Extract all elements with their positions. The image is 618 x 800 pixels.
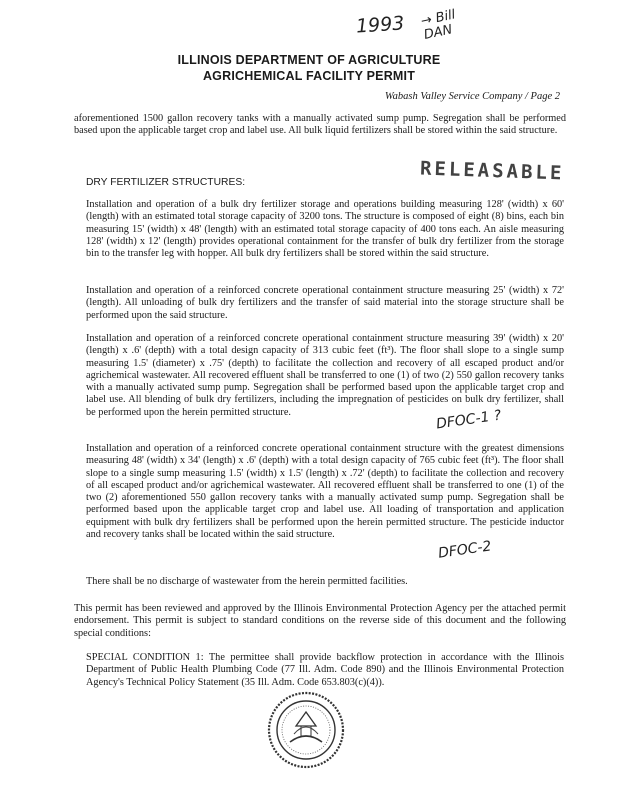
paragraph-no-discharge: There shall be no discharge of wastewater from the herein permitted facilities. bbox=[86, 576, 408, 587]
special-condition-label: SPECIAL CONDITION 1: bbox=[86, 652, 204, 663]
handwritten-year: 1993 bbox=[355, 12, 406, 38]
paragraph-blending-structure: Installation and operation of a reinforced concrete operational containment structure measuring 39' (width) x 20' (length) x .6' (depth) with a total design capacity of 313 cubic feet (ft³). The floor shall slope to a single sump measuring 1.5' (diameter) x .75' (depth) to facilitate the collection and recovery of all escaped product and/or agrichemical wastewater. All recovered effluent shall be transferred to one (1) of two (2) 550 gallon recovery tanks with a manually activated sump pump. Segregation shall be performed based upon the applicable target crop and label use. All blending of bulk dry fertilizers, including the impregnation of pesticides on bulk dry fertilizer, shall be performed upon the herein permitted structure. bbox=[86, 333, 564, 418]
intro-paragraph: aforementioned 1500 gallon recovery tanks with a manually activated sump pump. Segregation shall be performed based upon the applicable target crop and label use. All bulk liquid fertilizers shall be stored within the said structure. bbox=[74, 113, 566, 137]
paragraph-storage-building: Installation and operation of a bulk dry fertilizer storage and operations building measuring 128' (width) x 60' (length) with an estimated total storage capacity of 3200 tons. The structure is composed of eight (8) bins, each bin measuring 15' (width) x 48' (length) with an estimated total storage capacity of 400 tons each. An aisle measuring 128' (width) x 12' (length) provides operational containment for the transfer of bulk dry fertilizer from the storage bin to the transfer leg with hopper. All bulk dry fertilizers shall be stored within the said structure. bbox=[86, 199, 564, 260]
paragraph-loading-structure: Installation and operation of a reinforced concrete operational containment structure with the greatest dimensions measuring 48' (width) x 34' (length) x .6' (depth) with a total design capacity of 765 cubic feet (ft³). The floor shall slope to a single sump measuring 1.5' (width) x 1.5' (length) x .72' (depth) to facilitate the collection and recovery of all escaped product and/or agrichemical wastewater. All recovered effluent shall be transferred to one (1) of the two (2) aforementioned 550 gallon recovery tanks with a manually activated sump pump. Segregation shall be performed based upon the applicable target crop and label use. All loading of transportation and application equipment with bulk dry fertilizers shall be performed upon the herein permitted structure. The pesticide inductor and recovery tanks shall be located within the said structure. bbox=[86, 443, 564, 541]
permit-title: AGRICHEMICAL FACILITY PERMIT bbox=[202, 69, 416, 83]
paragraph-unloading-structure: Installation and operation of a reinforced concrete operational containment structure measuring 25' (width) x 72' (length). All unloading of bulk dry fertilizers and the transfer of said material into the storage structure shall be performed upon the said structure. bbox=[86, 285, 564, 321]
special-condition-1 bbox=[86, 652, 564, 689]
agency-title: ILLINOIS DEPARTMENT OF AGRICULTURE bbox=[177, 53, 441, 67]
page-reference: Wabash Valley Service Company / Page 2 bbox=[384, 91, 560, 102]
handwritten-dfoc-2: DFOC-2 bbox=[437, 538, 493, 562]
section-heading: DRY FERTILIZER STRUCTURES: bbox=[86, 177, 246, 188]
paragraph-approval: This permit has been reviewed and approved by the Illinois Environmental Protection Agency per the attached permit endorsement. This permit is subject to standard conditions on the reverse side of this document and the following special conditions: bbox=[74, 603, 566, 639]
state-seal bbox=[266, 690, 346, 770]
special-condition-text: The permittee shall provide backflow protection in accordance with the Illinois Department of Public Health Plumbing Code (77 Ill. Adm. Code 890) and the Illinois Environmental Protection Agency's Technical Policy Statement (35 Ill. Adm. Code 653.803(c)(4)). bbox=[86, 652, 564, 688]
handwritten-dfoc-1: DFOC-1 ? bbox=[435, 407, 503, 433]
releasable-stamp: RELEASABLE bbox=[419, 157, 565, 185]
handwritten-routing-note: → Bill DAN bbox=[419, 7, 457, 43]
